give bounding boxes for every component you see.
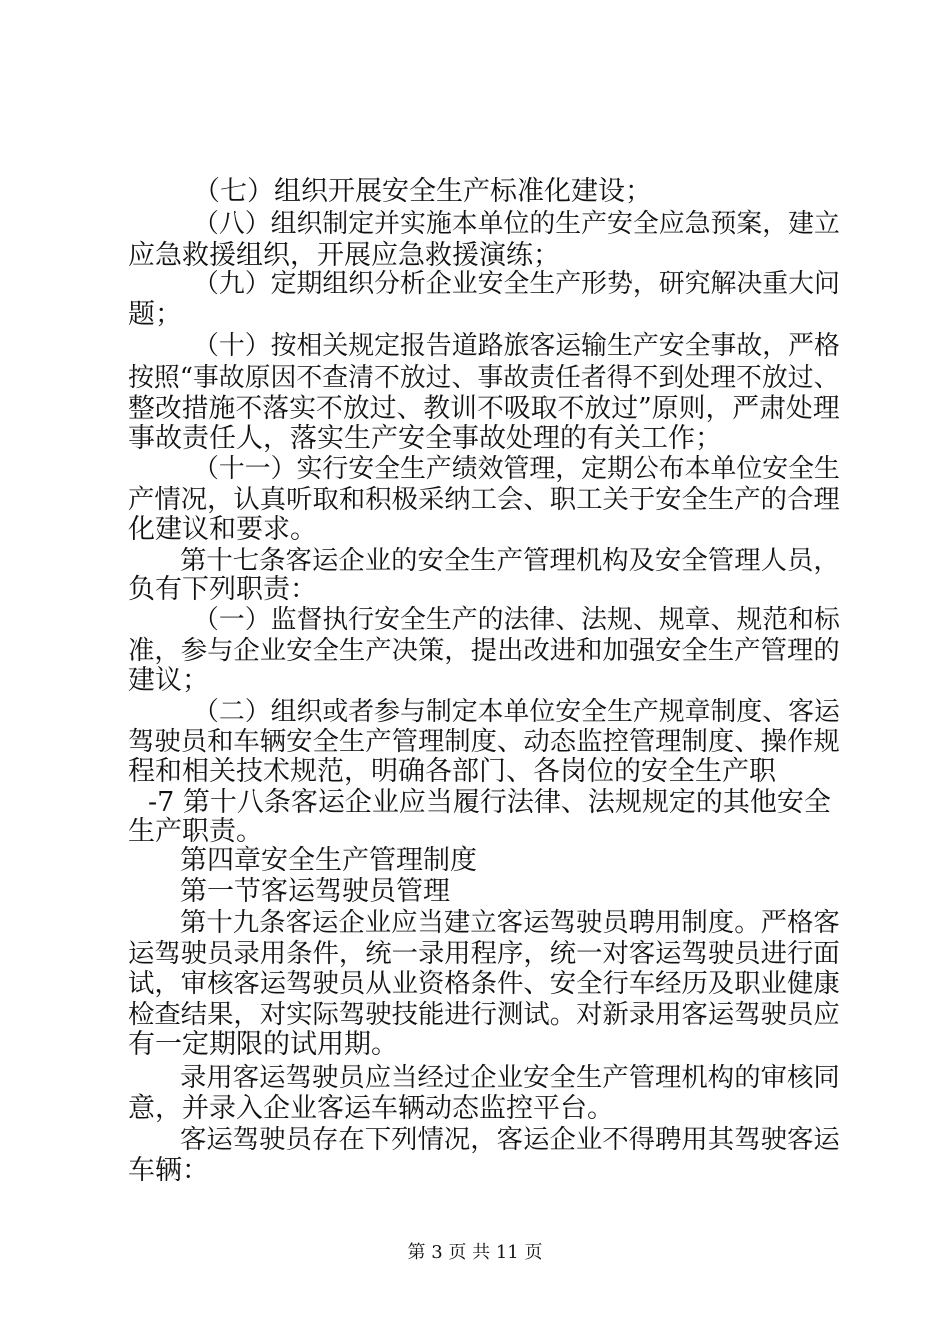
body-line: 负有下列职责： <box>128 574 317 605</box>
body-line: 有一定期限的试用期。 <box>128 1029 398 1060</box>
body-line: 化建议和要求。 <box>128 514 317 545</box>
body-line: （十）按相关规定报告道路旅客运输生产安全事故，严格 <box>193 331 840 361</box>
body-line: 第十九条客运企业应当建立客运驾驶员聘用制度。严格客 <box>180 907 840 938</box>
body-line: 生产职责。 <box>128 816 263 847</box>
body-line: 建议； <box>128 665 209 696</box>
body-line: 准，参与企业安全生产决策，提出改进和加强安全生产管理的 <box>128 636 840 666</box>
body-line: 应急救援组织，开展应急救援演练； <box>128 240 560 271</box>
page-number-footer: 第 3 页 共 11 页 <box>407 1242 543 1263</box>
body-line: 第十七条客运企业的安全生产管理机构及安全管理人员， <box>180 545 840 576</box>
body-line: 事故责任人，落实生产安全事故处理的有关工作； <box>128 423 722 454</box>
section-heading: 第四章安全生产管理制度 <box>180 845 477 876</box>
body-line: （八）组织制定并实施本单位的生产安全应急预案，建立 <box>193 209 840 239</box>
body-line: （七）组织开展安全生产标准化建设； <box>193 176 652 207</box>
body-line: 录用客运驾驶员应当经过企业安全生产管理机构的审核同 <box>180 1062 840 1093</box>
body-line: 检查结果，对实际驾驶技能进行测试。对新录用客运驾驶员应 <box>128 1000 840 1030</box>
body-line: 产情况，认真听取和积极采纳工会、职工关于安全生产的合理 <box>128 485 840 515</box>
body-line: 程和相关技术规范，明确各部门、各岗位的安全生产职 <box>128 756 776 787</box>
body-line: 题； <box>128 299 182 330</box>
body-line: （一）监督执行安全生产的法律、法规、规章、规范和标 <box>193 605 840 635</box>
body-line: 试，审核客运驾驶员从业资格条件、安全行车经历及职业健康 <box>128 969 840 999</box>
body-line: -7 第十八条客运企业应当履行法律、法规规定的其他安全 <box>148 787 831 818</box>
body-line: 车辆： <box>128 1155 209 1186</box>
body-line: （十一）实行安全生产绩效管理，定期公布本单位安全生 <box>193 454 840 484</box>
body-line: 运驾驶员录用条件，统一录用程序，统一对客运驾驶员进行面 <box>128 939 840 969</box>
body-line: 按照“事故原因不查清不放过、事故责任者得不到处理不放过、 <box>128 363 840 393</box>
body-line: 整改措施不落实不放过、教训不吸取不放过”原则，严肃处理 <box>128 393 840 424</box>
section-heading: 第一节客运驾驶员管理 <box>180 876 450 907</box>
body-line: （九）定期组织分析企业安全生产形势，研究解决重大问 <box>193 269 840 299</box>
body-line: （二）组织或者参与制定本单位安全生产规章制度、客运 <box>193 697 840 727</box>
body-line: 驾驶员和车辆安全生产管理制度、动态监控管理制度、操作规 <box>128 727 840 757</box>
body-line: 客运驾驶员存在下列情况，客运企业不得聘用其驾驶客运 <box>180 1124 840 1155</box>
body-line: 意，并录入企业客运车辆动态监控平台。 <box>128 1093 614 1124</box>
